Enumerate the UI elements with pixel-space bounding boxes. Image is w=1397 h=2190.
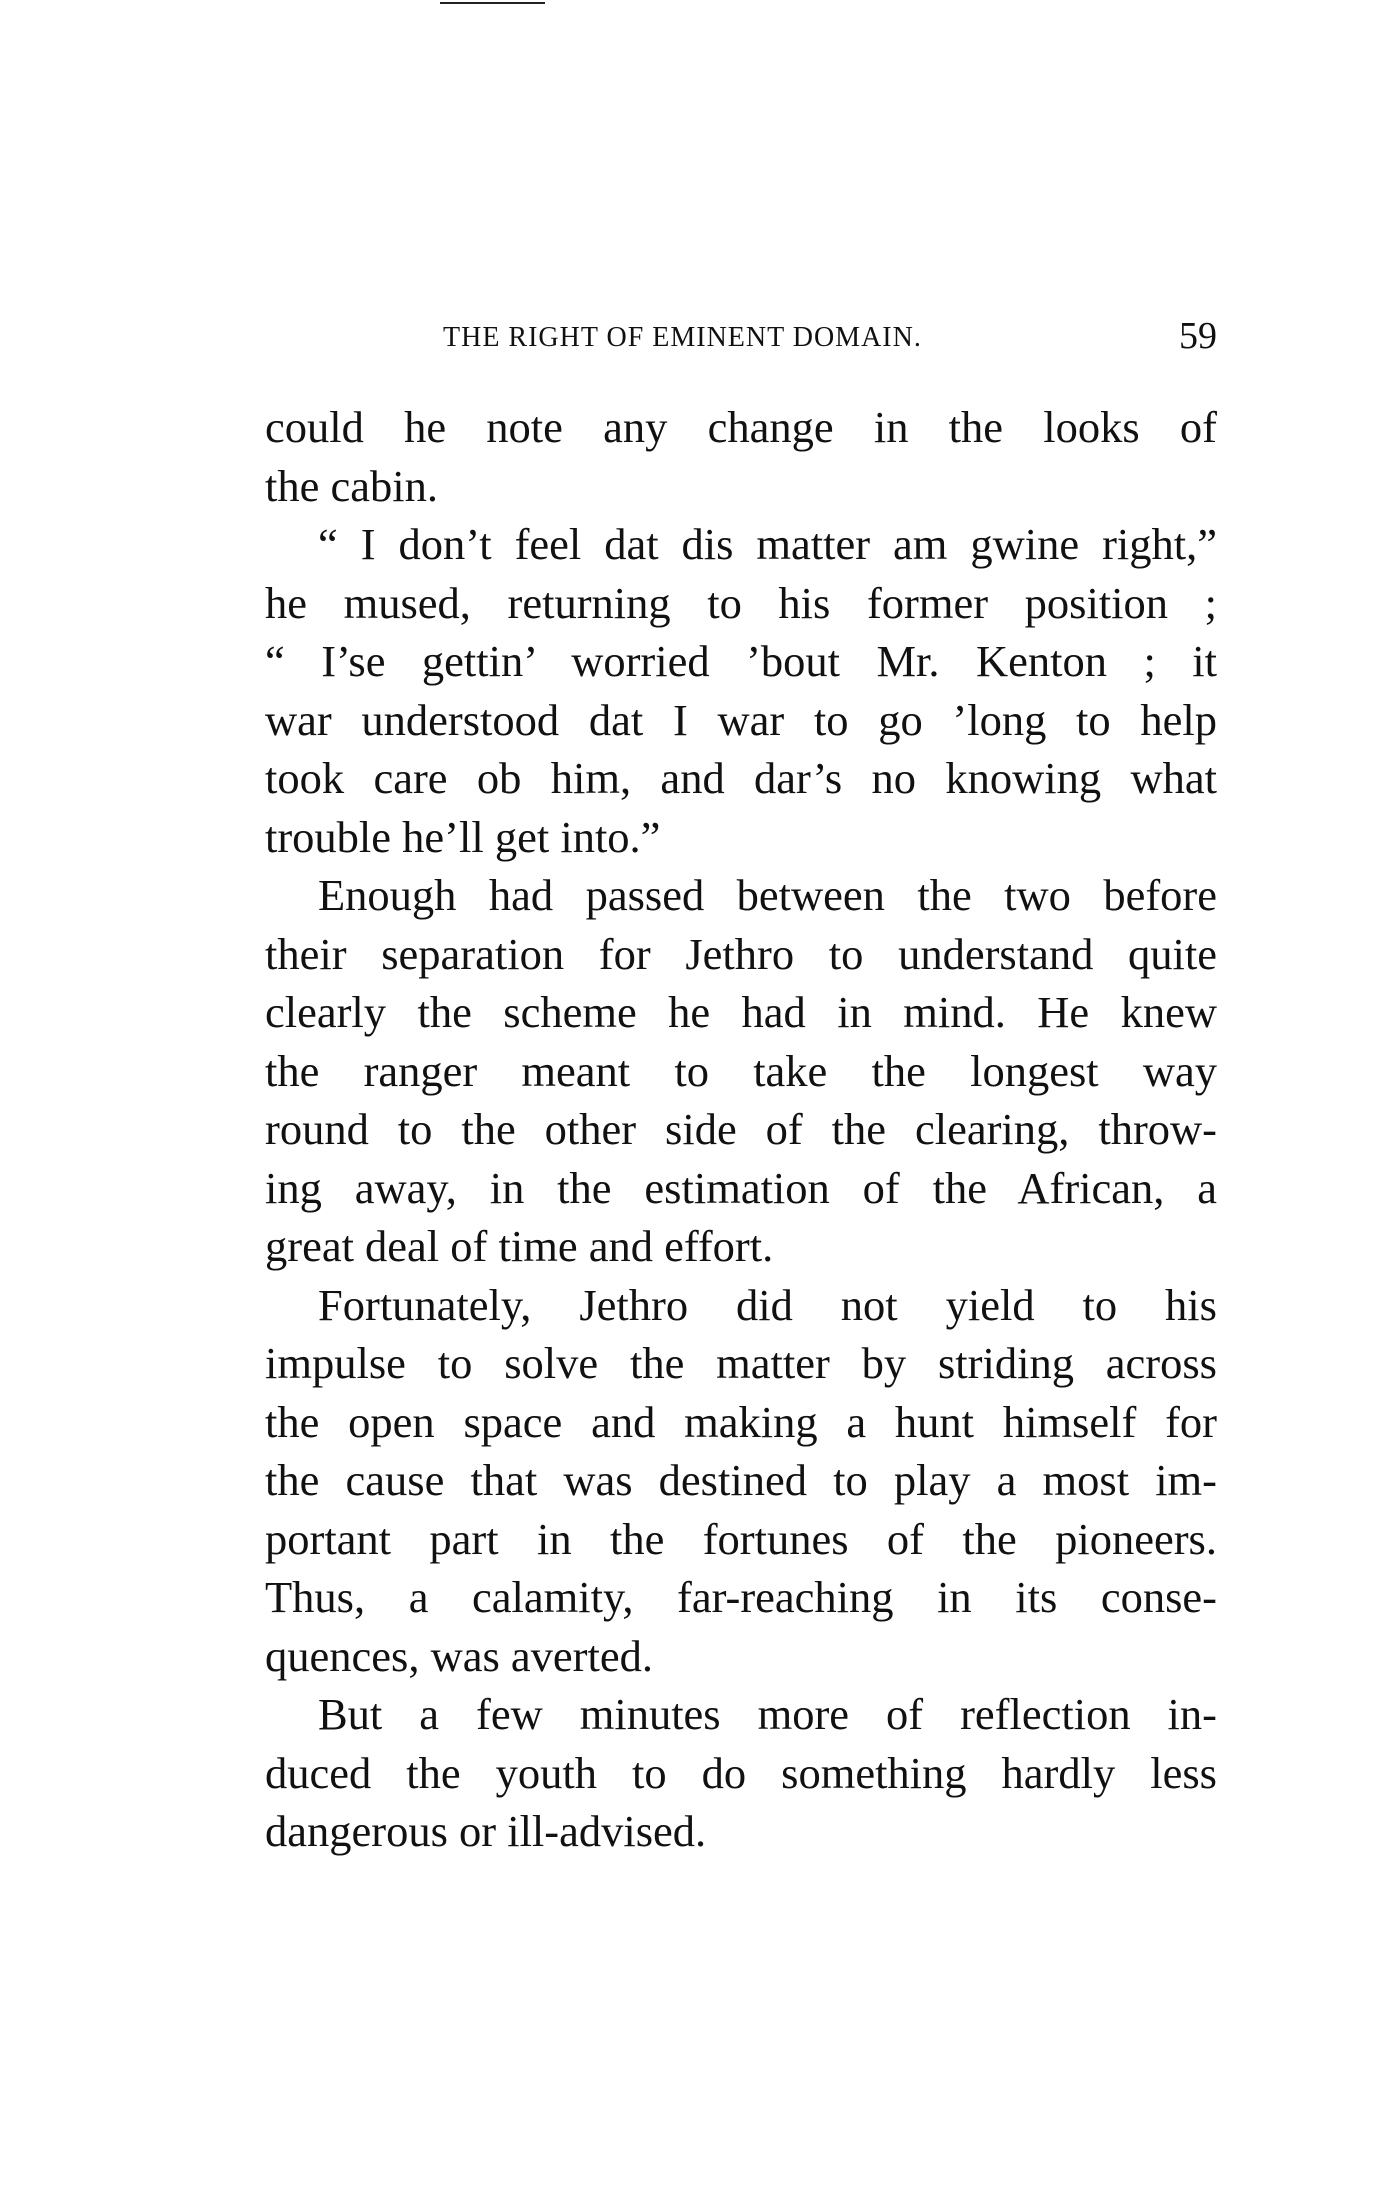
text-line: dangerous or ill-advised. xyxy=(265,1806,707,1856)
text-line: the ranger meant to take the longest way xyxy=(265,1045,1217,1096)
text-line: took care ob him, and dar’s no knowing what xyxy=(265,753,1217,803)
text-line: could he note any change in the looks of xyxy=(265,402,1217,452)
page-number: 59 xyxy=(1179,315,1217,357)
text-line: round to the other side of the clearing, throw- xyxy=(265,1104,1217,1154)
text-line: “ I don’t feel dat dis matter am gwine right,” xyxy=(318,519,1217,569)
text-line: the cause that was destined to play a most im- xyxy=(265,1455,1217,1505)
paragraph-4 xyxy=(265,1276,1217,1686)
text-line: the open space and making a hunt himself for xyxy=(265,1396,1217,1447)
paragraph-3 xyxy=(265,866,1217,1276)
text-line: ing away, in the estimation of the African, a xyxy=(265,1162,1217,1213)
top-rule xyxy=(440,2,545,4)
paragraph-5 xyxy=(265,1685,1217,1861)
text-line: Fortunately, Jethro did not yield to his xyxy=(318,1279,1217,1330)
text-line: clearly the scheme he had in mind. He knew xyxy=(265,987,1217,1037)
text-line: trouble he’ll get into.” xyxy=(265,811,661,862)
text-line: the cabin. xyxy=(265,460,438,511)
paragraph-2 xyxy=(265,515,1217,866)
page-header xyxy=(265,315,1217,358)
text-line: he mused, returning to his former position ; xyxy=(265,577,1217,628)
text-line: war understood dat I war to go ’long to help xyxy=(265,694,1217,745)
running-title: THE RIGHT OF EMINENT DOMAIN. xyxy=(443,322,922,353)
text-line: their separation for Jethro to understand quite xyxy=(265,928,1217,979)
paragraph-1 xyxy=(265,398,1217,515)
text-line: duced the youth to do something hardly less xyxy=(265,1747,1217,1798)
text-line: But a few minutes more of reflection in- xyxy=(318,1689,1217,1739)
text-line: Enough had passed between the two before xyxy=(318,870,1217,920)
body-text xyxy=(265,398,1217,1861)
text-line: “ I’se gettin’ worried ’bout Mr. Kenton ; it xyxy=(265,636,1217,686)
text-line: Thus, a calamity, far-reaching in its conse- xyxy=(265,1572,1217,1622)
text-line: great deal of time and effort. xyxy=(265,1221,774,1271)
text-line: quences, was averted. xyxy=(265,1630,653,1681)
text-line: portant part in the fortunes of the pioneers. xyxy=(265,1513,1217,1564)
text-line: impulse to solve the matter by striding across xyxy=(265,1338,1217,1388)
